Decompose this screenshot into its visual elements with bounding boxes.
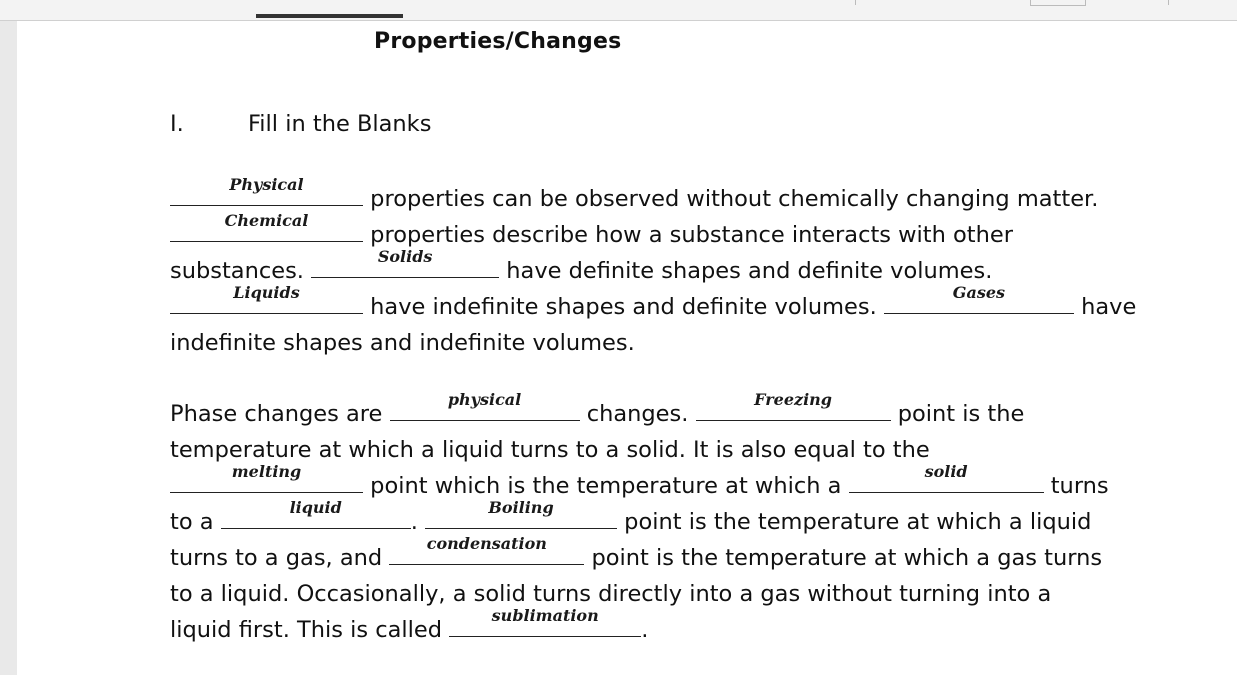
- sentence-text: properties describe how a substance interacts with other: [370, 222, 1013, 248]
- sentence-text: .: [641, 617, 649, 643]
- sentence-text: liquid first. This is called: [170, 617, 443, 643]
- sentence-text: have: [1081, 294, 1137, 320]
- text-line: [170, 498, 1109, 540]
- toolbar-separator: [855, 0, 856, 5]
- answer-text: Gases: [952, 283, 1006, 302]
- active-tab-indicator[interactable]: [256, 14, 403, 18]
- answer-blank: [389, 534, 584, 565]
- answer-text: physical: [447, 390, 522, 409]
- answer-blank: [884, 283, 1074, 314]
- text-line: [170, 534, 1109, 576]
- answer-text: Solids: [377, 247, 433, 266]
- answer-blank: [170, 283, 363, 314]
- toolbar-strip: [0, 0, 1237, 21]
- sentence-text: Phase changes are: [170, 401, 383, 427]
- sentence-text: .: [410, 509, 418, 535]
- answer-blank: [696, 390, 891, 421]
- text-line: [170, 606, 1109, 648]
- text-line: [170, 283, 1137, 325]
- section-heading: [170, 111, 431, 137]
- answer-blank: [449, 606, 641, 637]
- sentence-text: turns to a gas, and: [170, 545, 383, 571]
- toolbar-separator: [1168, 0, 1169, 5]
- sentence-text: have definite shapes and definite volumes.: [506, 258, 993, 284]
- answer-text: Liquids: [233, 283, 300, 302]
- sentence-text: to a: [170, 509, 214, 535]
- section-title: Fill in the Blanks: [248, 111, 432, 137]
- answer-text: sublimation: [491, 606, 599, 625]
- paragraph-properties: [170, 175, 1137, 361]
- sentence-text: point is the: [897, 401, 1025, 427]
- answer-text: liquid: [289, 498, 342, 517]
- answer-blank: [849, 462, 1044, 493]
- sentence-text: to a liquid. Occasionally, a solid turns directly into a gas without turning into a: [170, 581, 1052, 607]
- sentence-text: indefinite shapes and indefinite volumes.: [170, 330, 635, 356]
- answer-text: Chemical: [224, 211, 309, 230]
- sentence-text: have indefinite shapes and definite volumes.: [370, 294, 877, 320]
- sentence-text: properties can be observed without chemically changing matter.: [370, 186, 1099, 212]
- answer-text: Physical: [229, 175, 304, 194]
- answer-text: Boiling: [488, 498, 554, 517]
- answer-text: solid: [924, 462, 968, 481]
- toolbar-box: [1030, 0, 1086, 6]
- document-page: [17, 21, 1237, 675]
- sentence-text: point is the temperature at which a gas turns: [591, 545, 1103, 571]
- sentence-text: substances.: [170, 258, 304, 284]
- sentence-text: changes.: [586, 401, 689, 427]
- answer-text: melting: [231, 462, 302, 481]
- answer-blank: [390, 390, 580, 421]
- sentence-text: point is the temperature at which a liquid: [624, 509, 1092, 535]
- answer-text: condensation: [426, 534, 547, 553]
- paragraph-phase-changes: [170, 390, 1109, 648]
- sentence-text: temperature at which a liquid turns to a solid. It is also equal to the: [170, 437, 930, 463]
- text-line: [170, 325, 1136, 361]
- answer-blank: [221, 498, 411, 529]
- section-number: I.: [170, 111, 184, 137]
- page-title: Properties/Changes: [374, 29, 622, 54]
- answer-text: Freezing: [754, 390, 832, 409]
- sentence-text: point which is the temperature at which a: [370, 473, 842, 499]
- text-line: [170, 390, 1109, 432]
- sentence-text: turns: [1050, 473, 1109, 499]
